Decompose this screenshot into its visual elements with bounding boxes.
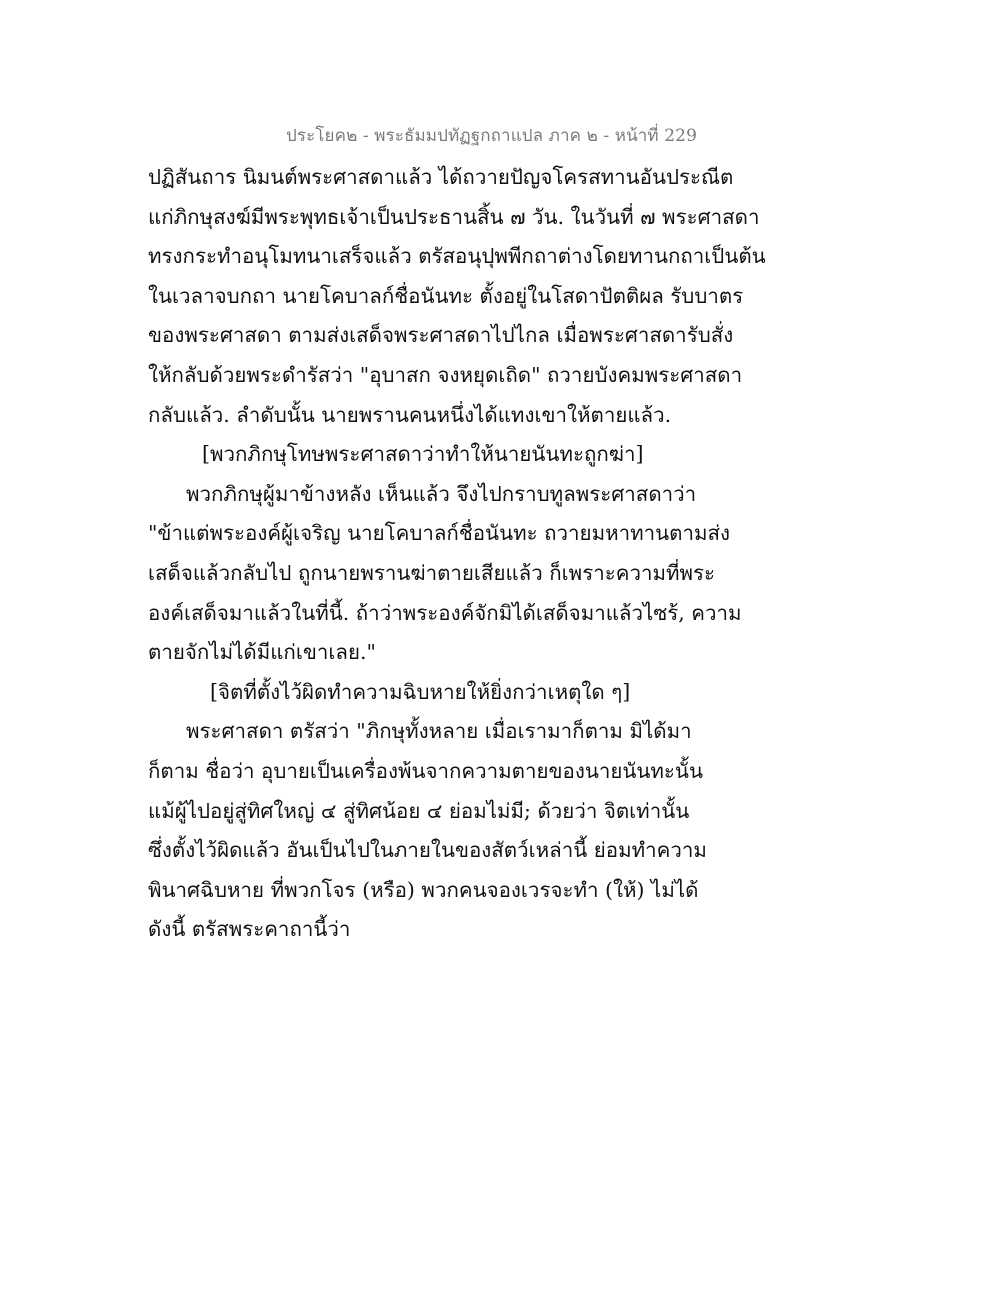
- section-heading: [พวกภิกษุโทษพระศาสดาว่าทำให้นายนันทะถูกฆ่า]: [202, 442, 644, 467]
- body-line: แก่ภิกษุสงฆ์มีพระพุทธเจ้าเป็นประธานสิ้น ๗ วัน. ในวันที่ ๗ พระศาสดา: [148, 204, 760, 229]
- body-line: ทรงกระทำอนุโมทนาเสร็จแล้ว ตรัสอนุปุพพีกถาต่างโดยทานกถาเป็นต้น: [148, 244, 766, 269]
- body-line: ก็ตาม ชื่อว่า อุบายเป็นเครื่องพ้นจากความตายของนายนันทะนั้น: [148, 758, 703, 783]
- running-header: ประโยค๒ - พระธัมมปทัฏฐกถาแปล ภาค ๒ - หน้าที่ 229: [285, 126, 697, 146]
- body-line: แม้ผู้ไปอยู่สู่ทิศใหญ่ ๔ สู่ทิศน้อย ๔ ย่อมไม่มี; ด้วยว่า จิตเท่านั้น: [148, 798, 690, 823]
- body-line: พินาศฉิบหาย ที่พวกโจร (หรือ) พวกคนจองเวรจะทำ (ให้) ไม่ได้: [148, 877, 699, 902]
- body-line: ในเวลาจบกถา นายโคบาลก์ชื่อนันทะ ตั้งอยู่ในโสดาปัตติผล รับบาตร: [148, 283, 744, 308]
- body-line: ของพระศาสดา ตามส่งเสด็จพระศาสดาไปไกล เมื่อพระศาสดารับสั่ง: [148, 323, 734, 348]
- body-line: พวกภิกษุผู้มาข้างหลัง เห็นแล้ว จึงไปกราบทูลพระศาสดาว่า: [186, 481, 697, 506]
- section-heading: [จิตที่ตั้งไว้ผิดทำความฉิบหายให้ยิ่งกว่าเหตุใด ๆ]: [210, 679, 631, 704]
- body-line: ซึ่งตั้งไว้ผิดแล้ว อันเป็นไปในภายในของสัตว์เหล่านี้ ย่อมทำความ: [148, 838, 707, 863]
- body-text: [148, 158, 766, 950]
- body-line: ดังนี้ ตรัสพระคาถานี้ว่า: [148, 917, 351, 942]
- body-line: "ข้าแต่พระองค์ผู้เจริญ นายโคบาลก์ชื่อนันทะ ถวายมหาทานตามส่ง: [148, 521, 731, 546]
- body-line: ตายจักไม่ได้มีแก่เขาเลย.": [148, 640, 376, 665]
- body-line: เสด็จแล้วกลับไป ถูกนายพรานฆ่าตายเสียแล้ว ก็เพราะความที่พระ: [148, 560, 716, 585]
- body-line: พระศาสดา ตรัสว่า "ภิกษุทั้งหลาย เมื่อเรามาก็ตาม มิได้มา: [186, 719, 692, 744]
- body-line: ปฏิสันถาร นิมนต์พระศาสดาแล้ว ได้ถวายปัญจโครสทานอันประณีต: [148, 165, 734, 189]
- body-line: องค์เสด็จมาแล้วในที่นี้. ถ้าว่าพระองค์จักมิได้เสด็จมาแล้วไซร้, ความ: [148, 600, 742, 625]
- body-line: กลับแล้ว. ลำดับนั้น นายพรานคนหนึ่งได้แทงเขาให้ตายแล้ว.: [148, 402, 672, 427]
- body-line: ให้กลับด้วยพระดำรัสว่า "อุบาสก จงหยุดเถิด" ถวายบังคมพระศาสดา: [148, 362, 743, 387]
